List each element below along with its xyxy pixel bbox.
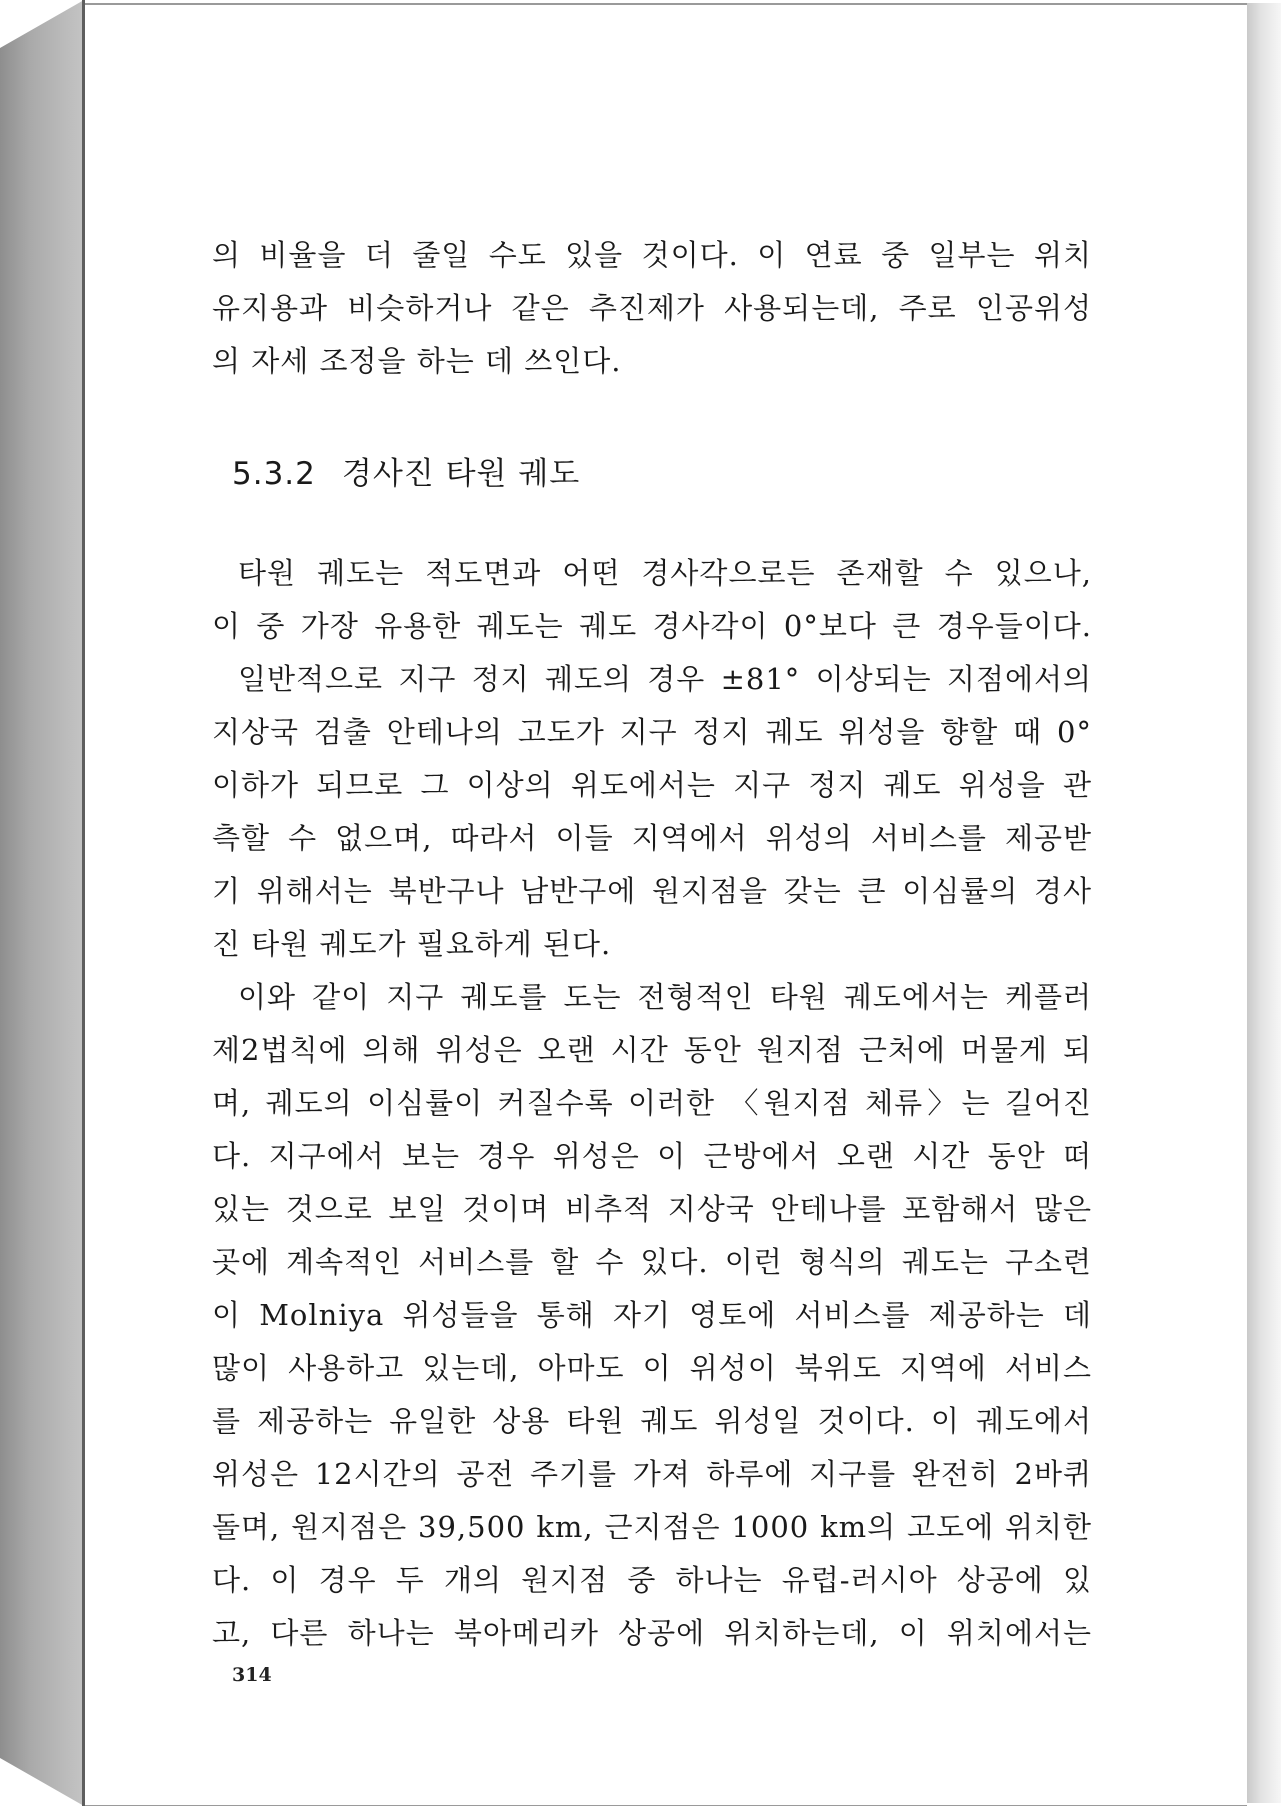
text-line: 유지용과 비슷하거나 같은 추진제가 사용되는데, 주로 인공위성 (212, 291, 1092, 325)
intro-paragraph (212, 229, 1092, 388)
page-number: 314 (232, 1664, 272, 1686)
text-line: 일반적으로 지구 정지 궤도의 경우 ±81° 이상되는 지점에서의 (238, 662, 1092, 696)
text-line: 돌며, 원지점은 39,500 km, 근지점은 1000 km의 고도에 위치한 (212, 1510, 1092, 1544)
text-line: 위성은 12시간의 공전 주기를 가져 하루에 지구를 완전히 2바퀴 (212, 1457, 1092, 1491)
text-line: 의 비율을 더 줄일 수도 있을 것이다. 이 연료 중 일부는 위치 (212, 238, 1092, 272)
paragraph-2 (212, 653, 1092, 971)
section-title: 경사진 타원 궤도 (341, 456, 581, 492)
text-line: 측할 수 없으며, 따라서 이들 지역에서 위성의 서비스를 제공받 (212, 821, 1092, 855)
text-line: 기 위해서는 북반구나 남반구에 원지점을 갖는 큰 이심률의 경사 (212, 874, 1092, 908)
text-line: 진 타원 궤도가 필요하게 된다. (212, 927, 612, 961)
section-number: 5.3.2 (232, 456, 316, 492)
text-line: 있는 것으로 보일 것이며 비추적 지상국 안테나를 포함해서 많은 (212, 1192, 1092, 1226)
text-line: 이하가 되므로 그 이상의 위도에서는 지구 정지 궤도 위성을 관 (212, 768, 1092, 802)
text-line: 다. 이 경우 두 개의 원지점 중 하나는 유럽-러시아 상공에 있 (212, 1563, 1092, 1597)
page-edge-shadow (1247, 3, 1281, 1803)
text-line: 며, 궤도의 이심률이 커질수록 이러한 〈원지점 체류〉는 길어진 (212, 1086, 1092, 1120)
paragraph-3 (212, 971, 1092, 1660)
text-line: 제2법칙에 의해 위성은 오랜 시간 동안 원지점 근처에 머물게 되 (212, 1033, 1092, 1067)
paragraph-1 (212, 547, 1092, 653)
book-spine (0, 0, 84, 1806)
text-line: 타원 궤도는 적도면과 어떤 경사각으로든 존재할 수 있으나, (238, 556, 1092, 590)
section-heading (232, 448, 580, 493)
text-line: 곳에 계속적인 서비스를 할 수 있다. 이런 형식의 궤도는 구소련 (212, 1245, 1092, 1279)
text-line: 이와 같이 지구 궤도를 도는 전형적인 타원 궤도에서는 케플러 (238, 980, 1092, 1014)
text-line: 를 제공하는 유일한 상용 타원 궤도 위성일 것이다. 이 궤도에서 (212, 1404, 1092, 1438)
text-line: 고, 다른 하나는 북아메리카 상공에 위치하는데, 이 위치에서는 (212, 1616, 1092, 1650)
text-line: 지상국 검출 안테나의 고도가 지구 정지 궤도 위성을 향할 때 0° (212, 715, 1092, 749)
text-line: 이 Molniya 위성들을 통해 자기 영토에 서비스를 제공하는 데 (212, 1298, 1092, 1332)
text-line: 많이 사용하고 있는데, 아마도 이 위성이 북위도 지역에 서비스 (212, 1351, 1092, 1385)
text-line: 의 자세 조정을 하는 데 쓰인다. (212, 344, 622, 378)
text-line: 이 중 가장 유용한 궤도는 궤도 경사각이 0°보다 큰 경우들이다. (212, 609, 1092, 643)
text-line: 다. 지구에서 보는 경우 위성은 이 근방에서 오랜 시간 동안 떠 (212, 1139, 1092, 1173)
